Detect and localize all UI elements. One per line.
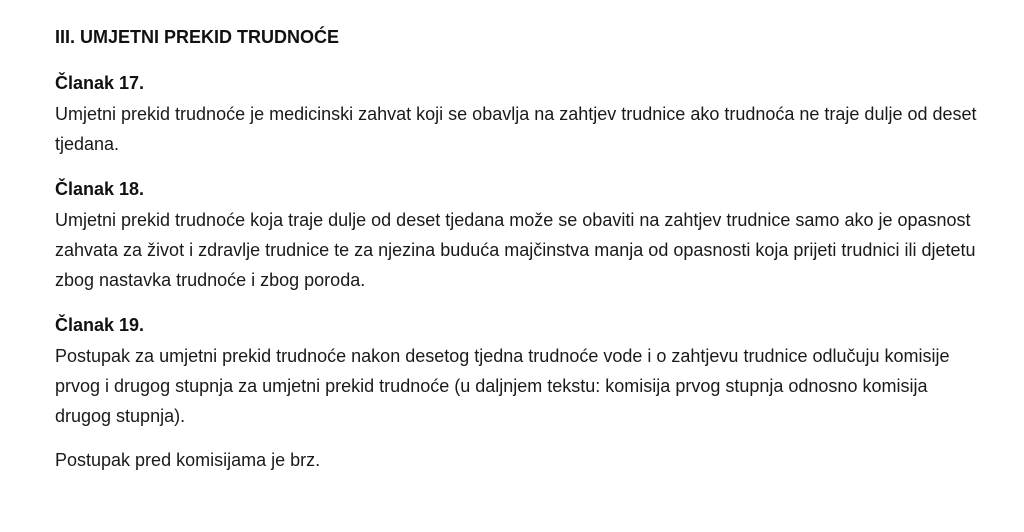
article-heading: Članak 19. xyxy=(55,315,145,335)
article-18 xyxy=(55,177,984,295)
article-19 xyxy=(55,313,984,475)
article-heading: Članak 17. xyxy=(55,73,145,93)
article-extra-paragraph: Postupak pred komisijama je brz. xyxy=(55,450,321,470)
article-17 xyxy=(55,71,984,159)
article-heading: Članak 18. xyxy=(55,179,145,199)
article-text: Umjetni prekid trudnoće je medicinski zahvat koji se obavlja na zahtjev trudnice ako trudnoća ne traje dulje od deset tjedana. xyxy=(55,104,977,154)
article-text: Umjetni prekid trudnoće koja traje dulje od deset tjedana može se obaviti na zahtjev trudnice samo ako je opasnost zahvata za život i zdravlje trudnice te za njezina buduća majčinstva manja od opasnosti koja prijeti trudnici ili djetetu zbog nastavka trudnoće i zbog poroda. xyxy=(55,210,976,290)
article-text: Postupak za umjetni prekid trudnoće nakon desetog tjedna trudnoće vode i o zahtjevu trudnice odlučuju komisije prvog i drugog stupnja za umjetni prekid trudnoće (u daljnjem tekstu: komisija prvog stupnja odnosno komisija drugog stupnja). xyxy=(55,346,950,426)
section-title: III. UMJETNI PREKID TRUDNOĆE xyxy=(55,27,340,47)
